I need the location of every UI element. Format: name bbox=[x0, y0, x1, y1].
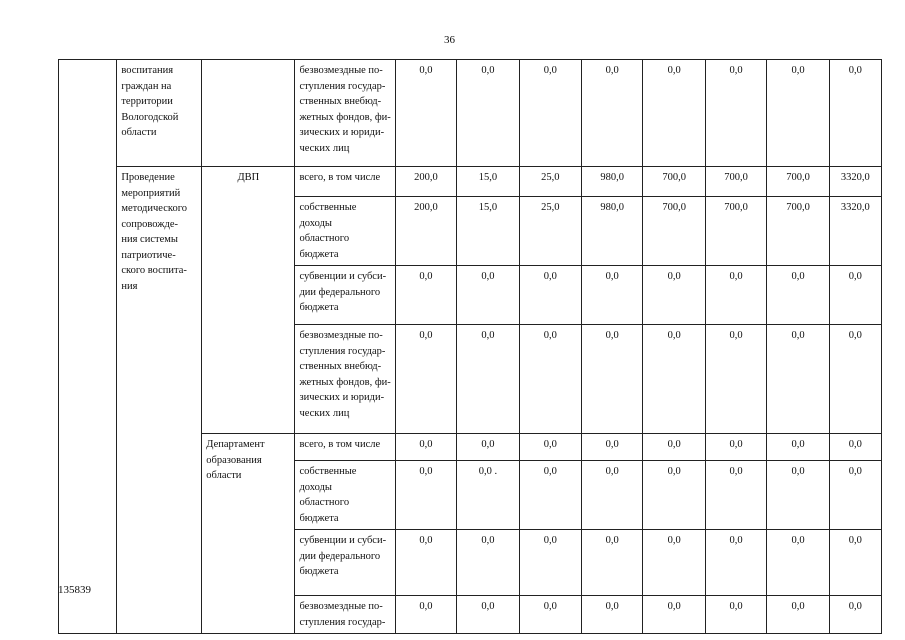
amount-cell: 0,0 bbox=[643, 266, 705, 325]
page-number: 36 bbox=[444, 34, 455, 46]
table-row bbox=[59, 60, 882, 167]
amount-cell: 25,0 bbox=[519, 197, 581, 266]
document-code: 135839 bbox=[58, 584, 91, 596]
amount-cell: 0,0 bbox=[519, 266, 581, 325]
table-body bbox=[59, 60, 882, 634]
amount-cell: 200,0 bbox=[395, 167, 456, 197]
amount-cell: 0,0 bbox=[457, 434, 519, 461]
responsible-executor-cell: Департамент образования области bbox=[202, 434, 295, 634]
amount-cell: 0,0 bbox=[829, 530, 881, 596]
amount-cell: 0,0 bbox=[582, 461, 643, 530]
amount-cell: 700,0 bbox=[767, 197, 829, 266]
amount-cell: 0,0 bbox=[705, 266, 766, 325]
amount-cell: 0,0 bbox=[519, 434, 581, 461]
funding-source-cell: собственные доходы областного бюджета bbox=[295, 197, 395, 266]
responsible-executor-cell: ДВП bbox=[202, 167, 295, 434]
amount-cell: 3320,0 bbox=[829, 167, 881, 197]
amount-cell: 0,0 bbox=[829, 461, 881, 530]
activity-name-cell: воспитания граждан на территории Вологодской области bbox=[117, 60, 202, 167]
amount-cell: 0,0 bbox=[582, 530, 643, 596]
amount-cell: 0,0 bbox=[705, 325, 766, 434]
amount-cell: 0,0 bbox=[829, 60, 881, 167]
amount-cell: 0,0 bbox=[705, 461, 766, 530]
amount-cell: 0,0 bbox=[767, 434, 829, 461]
amount-cell: 0,0 bbox=[643, 461, 705, 530]
amount-cell: 0,0 bbox=[767, 325, 829, 434]
amount-cell: 980,0 bbox=[582, 167, 643, 197]
amount-cell: 0,0 bbox=[705, 530, 766, 596]
amount-cell: 0,0 bbox=[767, 60, 829, 167]
amount-cell: 0,0 bbox=[519, 530, 581, 596]
amount-cell: 0,0 bbox=[643, 325, 705, 434]
funding-source-cell: субвенции и субси- дии федерального бюджета bbox=[295, 266, 395, 325]
amount-cell: 0,0 bbox=[829, 325, 881, 434]
funding-source-cell: всего, в том числе bbox=[295, 167, 395, 197]
row-number-cell bbox=[59, 60, 117, 634]
amount-cell: 0,0 bbox=[519, 60, 581, 167]
amount-cell: 700,0 bbox=[705, 197, 766, 266]
amount-cell: 15,0 bbox=[457, 197, 519, 266]
amount-cell: 0,0 . bbox=[457, 461, 519, 530]
funding-source-cell: собственные доходы областного бюджета bbox=[295, 461, 395, 530]
amount-cell: 0,0 bbox=[582, 60, 643, 167]
amount-cell: 0,0 bbox=[829, 266, 881, 325]
table-row bbox=[59, 167, 882, 197]
amount-cell: 0,0 bbox=[519, 596, 581, 634]
amount-cell: 0,0 bbox=[395, 461, 456, 530]
amount-cell: 0,0 bbox=[829, 596, 881, 634]
amount-cell: 0,0 bbox=[519, 461, 581, 530]
amount-cell: 25,0 bbox=[519, 167, 581, 197]
amount-cell: 0,0 bbox=[705, 60, 766, 167]
funding-source-cell: безвозмездные по- ступления государ- ственных внебюд- жетных фондов, фи- зических и юриди- ческих лиц bbox=[295, 60, 395, 167]
amount-cell: 0,0 bbox=[767, 596, 829, 634]
amount-cell: 700,0 bbox=[767, 167, 829, 197]
amount-cell: 0,0 bbox=[829, 434, 881, 461]
amount-cell: 0,0 bbox=[767, 266, 829, 325]
amount-cell: 0,0 bbox=[643, 434, 705, 461]
amount-cell: 980,0 bbox=[582, 197, 643, 266]
amount-cell: 700,0 bbox=[643, 197, 705, 266]
amount-cell: 0,0 bbox=[767, 530, 829, 596]
amount-cell: 700,0 bbox=[705, 167, 766, 197]
amount-cell: 0,0 bbox=[519, 325, 581, 434]
amount-cell: 0,0 bbox=[457, 60, 519, 167]
amount-cell: 200,0 bbox=[395, 197, 456, 266]
activity-name-cell: Проведение мероприятий методического сопровожде- ния системы патриотиче- ского воспита- ния bbox=[117, 167, 202, 634]
amount-cell: 0,0 bbox=[767, 461, 829, 530]
amount-cell: 0,0 bbox=[395, 266, 456, 325]
funding-source-cell: безвозмездные по- ступления государ- ственных внебюд- жетных фондов, фи- зических и юриди- ческих лиц bbox=[295, 325, 395, 434]
amount-cell: 0,0 bbox=[395, 530, 456, 596]
funding-source-cell: всего, в том числе bbox=[295, 434, 395, 461]
amount-cell: 0,0 bbox=[457, 596, 519, 634]
amount-cell: 700,0 bbox=[643, 167, 705, 197]
amount-cell: 0,0 bbox=[457, 325, 519, 434]
responsible-executor-cell bbox=[202, 60, 295, 167]
amount-cell: 0,0 bbox=[395, 325, 456, 434]
amount-cell: 0,0 bbox=[457, 530, 519, 596]
amount-cell: 0,0 bbox=[582, 266, 643, 325]
amount-cell: 0,0 bbox=[395, 596, 456, 634]
amount-cell: 0,0 bbox=[395, 60, 456, 167]
amount-cell: 0,0 bbox=[582, 325, 643, 434]
funding-source-cell: субвенции и субси- дии федерального бюджета bbox=[295, 530, 395, 596]
amount-cell: 0,0 bbox=[582, 596, 643, 634]
financing-table bbox=[58, 59, 882, 634]
amount-cell: 0,0 bbox=[643, 530, 705, 596]
amount-cell: 15,0 bbox=[457, 167, 519, 197]
amount-cell: 0,0 bbox=[643, 596, 705, 634]
amount-cell: 0,0 bbox=[395, 434, 456, 461]
amount-cell: 0,0 bbox=[705, 434, 766, 461]
amount-cell: 0,0 bbox=[643, 60, 705, 167]
amount-cell: 0,0 bbox=[582, 434, 643, 461]
amount-cell: 0,0 bbox=[457, 266, 519, 325]
funding-source-cell: безвозмездные по- ступления государ- bbox=[295, 596, 395, 634]
amount-cell: 0,0 bbox=[705, 596, 766, 634]
amount-cell: 3320,0 bbox=[829, 197, 881, 266]
